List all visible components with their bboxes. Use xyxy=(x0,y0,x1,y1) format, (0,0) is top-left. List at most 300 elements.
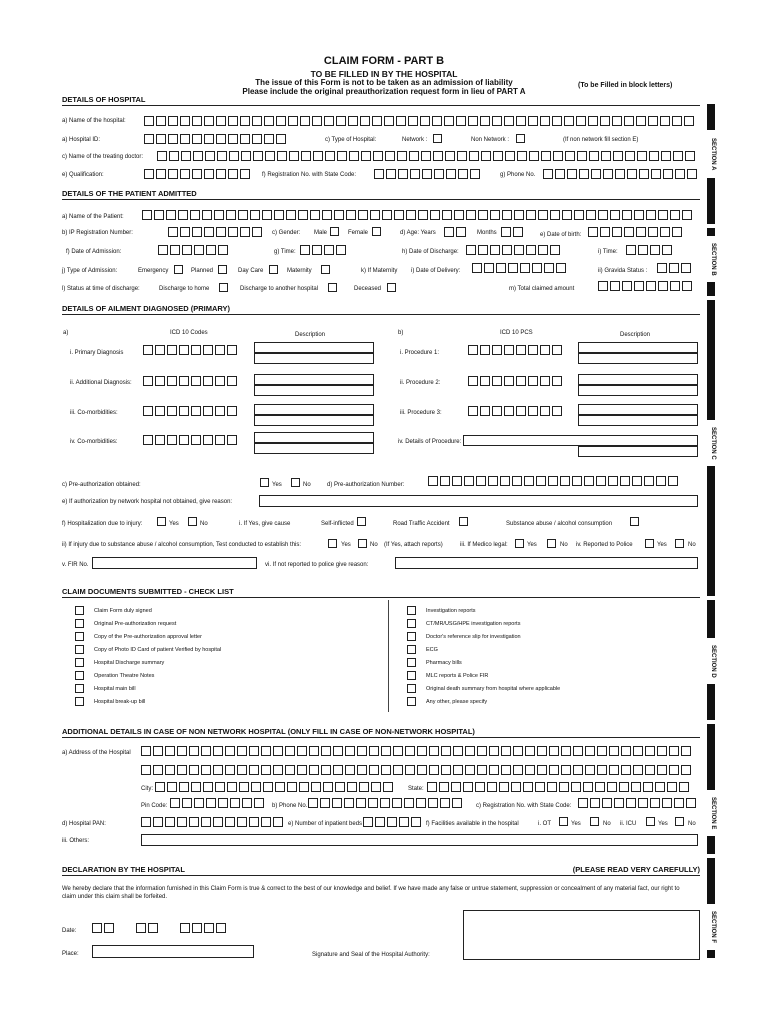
char-box[interactable] xyxy=(191,345,201,355)
reported-police-no-checkbox[interactable] xyxy=(675,539,684,548)
char-box[interactable] xyxy=(602,798,612,808)
char-box[interactable] xyxy=(484,263,494,273)
char-box[interactable] xyxy=(470,169,480,179)
char-box[interactable] xyxy=(508,263,518,273)
char-box[interactable] xyxy=(155,782,165,792)
char-box[interactable] xyxy=(638,798,648,808)
char-box[interactable] xyxy=(249,765,259,775)
char-box[interactable] xyxy=(201,746,211,756)
char-box[interactable] xyxy=(540,376,550,386)
char-box[interactable] xyxy=(136,923,146,933)
char-box[interactable] xyxy=(384,116,394,126)
procedure-2-desc-2[interactable] xyxy=(578,385,698,396)
medico-legal-no-checkbox[interactable] xyxy=(547,539,556,548)
char-box[interactable] xyxy=(345,746,355,756)
discharge-other-checkbox[interactable] xyxy=(328,283,337,292)
char-box[interactable] xyxy=(215,345,225,355)
char-box[interactable] xyxy=(240,116,250,126)
char-box[interactable] xyxy=(573,746,583,756)
char-box[interactable] xyxy=(373,151,383,161)
icu-yes-checkbox[interactable] xyxy=(646,817,655,826)
char-box[interactable] xyxy=(417,765,427,775)
char-box[interactable] xyxy=(650,798,660,808)
char-box[interactable] xyxy=(441,746,451,756)
char-box[interactable] xyxy=(313,151,323,161)
char-box[interactable] xyxy=(335,782,345,792)
char-box[interactable] xyxy=(298,210,308,220)
char-box[interactable] xyxy=(686,798,696,808)
char-box[interactable] xyxy=(622,281,632,291)
char-box[interactable] xyxy=(543,169,553,179)
char-box[interactable] xyxy=(646,281,656,291)
checklist-checkbox[interactable] xyxy=(407,684,416,693)
char-box[interactable] xyxy=(227,435,237,445)
char-box[interactable] xyxy=(225,746,235,756)
char-box[interactable] xyxy=(203,345,213,355)
char-box[interactable] xyxy=(492,376,502,386)
char-box[interactable] xyxy=(225,817,235,827)
planned-checkbox[interactable] xyxy=(218,265,227,274)
char-box[interactable] xyxy=(167,345,177,355)
char-box[interactable] xyxy=(156,134,166,144)
char-box[interactable] xyxy=(227,345,237,355)
char-box[interactable] xyxy=(168,169,178,179)
char-box[interactable] xyxy=(504,345,514,355)
city-boxes[interactable] xyxy=(155,782,395,792)
char-box[interactable] xyxy=(622,210,632,220)
char-box[interactable] xyxy=(299,782,309,792)
char-box[interactable] xyxy=(227,406,237,416)
char-box[interactable] xyxy=(203,782,213,792)
char-box[interactable] xyxy=(179,406,189,416)
char-box[interactable] xyxy=(633,746,643,756)
char-box[interactable] xyxy=(261,765,271,775)
char-box[interactable] xyxy=(621,746,631,756)
char-box[interactable] xyxy=(168,116,178,126)
others-field[interactable] xyxy=(141,834,698,846)
char-box[interactable] xyxy=(204,116,214,126)
char-box[interactable] xyxy=(573,765,583,775)
date-month-boxes[interactable] xyxy=(136,923,160,933)
char-box[interactable] xyxy=(287,782,297,792)
char-box[interactable] xyxy=(192,227,202,237)
char-box[interactable] xyxy=(405,746,415,756)
char-box[interactable] xyxy=(156,116,166,126)
char-box[interactable] xyxy=(385,151,395,161)
char-box[interactable] xyxy=(597,765,607,775)
char-box[interactable] xyxy=(168,227,178,237)
char-box[interactable] xyxy=(381,746,391,756)
char-box[interactable] xyxy=(349,151,359,161)
char-box[interactable] xyxy=(429,746,439,756)
char-box[interactable] xyxy=(406,210,416,220)
char-box[interactable] xyxy=(189,746,199,756)
male-checkbox[interactable] xyxy=(330,227,339,236)
char-box[interactable] xyxy=(144,169,154,179)
char-box[interactable] xyxy=(434,169,444,179)
char-box[interactable] xyxy=(452,798,462,808)
char-box[interactable] xyxy=(428,476,438,486)
char-box[interactable] xyxy=(681,765,691,775)
char-box[interactable] xyxy=(555,169,565,179)
char-box[interactable] xyxy=(516,376,526,386)
char-box[interactable] xyxy=(559,782,569,792)
char-box[interactable] xyxy=(240,134,250,144)
char-box[interactable] xyxy=(230,798,240,808)
char-box[interactable] xyxy=(237,765,247,775)
signature-seal-box[interactable] xyxy=(463,910,700,960)
char-box[interactable] xyxy=(393,765,403,775)
char-box[interactable] xyxy=(180,134,190,144)
char-box[interactable] xyxy=(170,245,180,255)
char-box[interactable] xyxy=(191,435,201,445)
char-box[interactable] xyxy=(404,798,414,808)
char-box[interactable] xyxy=(500,476,510,486)
char-box[interactable] xyxy=(168,134,178,144)
char-box[interactable] xyxy=(442,210,452,220)
char-box[interactable] xyxy=(682,210,692,220)
comorbidities-1-desc-1[interactable] xyxy=(254,404,374,415)
checklist-checkbox[interactable] xyxy=(75,658,84,667)
char-box[interactable] xyxy=(639,169,649,179)
icu-no-checkbox[interactable] xyxy=(675,817,684,826)
char-box[interactable] xyxy=(634,210,644,220)
char-box[interactable] xyxy=(624,227,634,237)
char-box[interactable] xyxy=(468,376,478,386)
char-box[interactable] xyxy=(240,227,250,237)
char-box[interactable] xyxy=(344,798,354,808)
char-box[interactable] xyxy=(383,782,393,792)
char-box[interactable] xyxy=(633,765,643,775)
char-box[interactable] xyxy=(475,782,485,792)
char-box[interactable] xyxy=(454,210,464,220)
char-box[interactable] xyxy=(206,798,216,808)
ot-yes-checkbox[interactable] xyxy=(559,817,568,826)
discharge-date-boxes[interactable] xyxy=(466,245,562,255)
char-box[interactable] xyxy=(218,798,228,808)
char-box[interactable] xyxy=(662,798,672,808)
char-box[interactable] xyxy=(177,746,187,756)
char-box[interactable] xyxy=(325,151,335,161)
char-box[interactable] xyxy=(672,227,682,237)
pin-code-boxes[interactable] xyxy=(170,798,266,808)
substance-test-no-checkbox[interactable] xyxy=(358,539,367,548)
char-box[interactable] xyxy=(142,210,152,220)
char-box[interactable] xyxy=(275,782,285,792)
char-box[interactable] xyxy=(621,765,631,775)
admission-date-boxes[interactable] xyxy=(158,245,230,255)
char-box[interactable] xyxy=(226,210,236,220)
char-box[interactable] xyxy=(610,281,620,291)
char-box[interactable] xyxy=(536,476,546,486)
char-box[interactable] xyxy=(613,151,623,161)
self-inflicted-checkbox[interactable] xyxy=(357,517,366,526)
char-box[interactable] xyxy=(663,169,673,179)
procedure-1-desc-1[interactable] xyxy=(578,342,698,353)
total-claimed-boxes[interactable] xyxy=(598,281,694,291)
char-box[interactable] xyxy=(552,345,562,355)
injury-yes-checkbox[interactable] xyxy=(157,517,166,526)
char-box[interactable] xyxy=(502,245,512,255)
char-box[interactable] xyxy=(668,476,678,486)
char-box[interactable] xyxy=(252,116,262,126)
char-box[interactable] xyxy=(535,782,545,792)
char-box[interactable] xyxy=(440,798,450,808)
char-box[interactable] xyxy=(409,151,419,161)
char-box[interactable] xyxy=(472,263,482,273)
char-box[interactable] xyxy=(178,210,188,220)
char-box[interactable] xyxy=(285,746,295,756)
char-box[interactable] xyxy=(465,746,475,756)
network-checkbox[interactable] xyxy=(433,134,442,143)
char-box[interactable] xyxy=(194,798,204,808)
date-year-boxes[interactable] xyxy=(180,923,228,933)
char-box[interactable] xyxy=(651,169,661,179)
char-box[interactable] xyxy=(144,116,154,126)
char-box[interactable] xyxy=(624,116,634,126)
char-box[interactable] xyxy=(143,435,153,445)
char-box[interactable] xyxy=(556,263,566,273)
preauth-number-boxes[interactable] xyxy=(428,476,680,486)
char-box[interactable] xyxy=(476,476,486,486)
char-box[interactable] xyxy=(167,435,177,445)
char-box[interactable] xyxy=(346,210,356,220)
char-box[interactable] xyxy=(369,746,379,756)
char-box[interactable] xyxy=(662,245,672,255)
char-box[interactable] xyxy=(526,210,536,220)
char-box[interactable] xyxy=(541,151,551,161)
char-box[interactable] xyxy=(334,210,344,220)
char-box[interactable] xyxy=(626,798,636,808)
char-box[interactable] xyxy=(612,227,622,237)
comorbidities-2-codes[interactable] xyxy=(143,435,239,445)
char-box[interactable] xyxy=(180,169,190,179)
char-box[interactable] xyxy=(549,746,559,756)
char-box[interactable] xyxy=(466,210,476,220)
char-box[interactable] xyxy=(636,116,646,126)
char-box[interactable] xyxy=(213,817,223,827)
checklist-checkbox[interactable] xyxy=(75,632,84,641)
char-box[interactable] xyxy=(263,782,273,792)
char-box[interactable] xyxy=(538,245,548,255)
char-box[interactable] xyxy=(361,151,371,161)
char-box[interactable] xyxy=(480,406,490,416)
char-box[interactable] xyxy=(661,151,671,161)
additional-diagnosis-desc-2[interactable] xyxy=(254,385,374,396)
char-box[interactable] xyxy=(229,151,239,161)
char-box[interactable] xyxy=(393,746,403,756)
char-box[interactable] xyxy=(489,765,499,775)
char-box[interactable] xyxy=(648,116,658,126)
delivery-date-boxes[interactable] xyxy=(472,263,568,273)
char-box[interactable] xyxy=(237,746,247,756)
char-box[interactable] xyxy=(445,151,455,161)
char-box[interactable] xyxy=(148,923,158,933)
char-box[interactable] xyxy=(398,169,408,179)
qualification-boxes[interactable] xyxy=(144,169,252,179)
primary-diagnosis-desc-1[interactable] xyxy=(254,342,374,353)
ip-registration-boxes[interactable] xyxy=(168,227,264,237)
admission-time-boxes[interactable] xyxy=(300,245,348,255)
char-box[interactable] xyxy=(165,746,175,756)
char-box[interactable] xyxy=(583,782,593,792)
char-box[interactable] xyxy=(323,782,333,792)
char-box[interactable] xyxy=(182,245,192,255)
char-box[interactable] xyxy=(181,151,191,161)
char-box[interactable] xyxy=(597,746,607,756)
char-box[interactable] xyxy=(468,345,478,355)
checklist-checkbox[interactable] xyxy=(407,671,416,680)
char-box[interactable] xyxy=(646,210,656,220)
char-box[interactable] xyxy=(309,746,319,756)
char-box[interactable] xyxy=(468,406,478,416)
non-network-checkbox[interactable] xyxy=(516,134,525,143)
checklist-checkbox[interactable] xyxy=(407,658,416,667)
char-box[interactable] xyxy=(523,782,533,792)
char-box[interactable] xyxy=(565,151,575,161)
additional-diagnosis-codes[interactable] xyxy=(143,376,239,386)
char-box[interactable] xyxy=(336,116,346,126)
char-box[interactable] xyxy=(544,263,554,273)
char-box[interactable] xyxy=(601,151,611,161)
char-box[interactable] xyxy=(141,817,151,827)
char-box[interactable] xyxy=(444,227,454,237)
char-box[interactable] xyxy=(250,210,260,220)
char-box[interactable] xyxy=(345,765,355,775)
char-box[interactable] xyxy=(300,245,310,255)
char-box[interactable] xyxy=(228,169,238,179)
char-box[interactable] xyxy=(658,210,668,220)
char-box[interactable] xyxy=(180,116,190,126)
procedure-1-desc-2[interactable] xyxy=(578,353,698,364)
inpatient-beds-boxes[interactable] xyxy=(363,817,423,827)
char-box[interactable] xyxy=(657,746,667,756)
char-box[interactable] xyxy=(205,151,215,161)
char-box[interactable] xyxy=(428,798,438,808)
char-box[interactable] xyxy=(203,406,213,416)
char-box[interactable] xyxy=(309,765,319,775)
char-box[interactable] xyxy=(466,245,476,255)
checklist-checkbox[interactable] xyxy=(75,684,84,693)
char-box[interactable] xyxy=(607,782,617,792)
procedure-1-codes[interactable] xyxy=(468,345,564,355)
char-box[interactable] xyxy=(667,782,677,792)
char-box[interactable] xyxy=(648,227,658,237)
char-box[interactable] xyxy=(632,476,642,486)
char-box[interactable] xyxy=(421,151,431,161)
char-box[interactable] xyxy=(612,116,622,126)
char-box[interactable] xyxy=(626,245,636,255)
char-box[interactable] xyxy=(501,227,511,237)
age-months-boxes[interactable] xyxy=(501,227,525,237)
char-box[interactable] xyxy=(251,782,261,792)
char-box[interactable] xyxy=(512,476,522,486)
char-box[interactable] xyxy=(487,782,497,792)
char-box[interactable] xyxy=(636,227,646,237)
char-box[interactable] xyxy=(204,134,214,144)
checklist-checkbox[interactable] xyxy=(75,671,84,680)
char-box[interactable] xyxy=(493,151,503,161)
char-box[interactable] xyxy=(589,151,599,161)
char-box[interactable] xyxy=(337,151,347,161)
char-box[interactable] xyxy=(252,227,262,237)
char-box[interactable] xyxy=(478,245,488,255)
procedure-3-desc-2[interactable] xyxy=(578,415,698,426)
char-box[interactable] xyxy=(579,169,589,179)
char-box[interactable] xyxy=(525,746,535,756)
char-box[interactable] xyxy=(561,746,571,756)
char-box[interactable] xyxy=(227,782,237,792)
char-box[interactable] xyxy=(276,134,286,144)
char-box[interactable] xyxy=(516,406,526,416)
char-box[interactable] xyxy=(502,210,512,220)
char-box[interactable] xyxy=(177,765,187,775)
char-box[interactable] xyxy=(673,151,683,161)
char-box[interactable] xyxy=(158,245,168,255)
char-box[interactable] xyxy=(182,798,192,808)
not-reported-reason-field[interactable] xyxy=(395,557,698,569)
char-box[interactable] xyxy=(672,116,682,126)
maternity-checkbox[interactable] xyxy=(321,265,330,274)
char-box[interactable] xyxy=(289,151,299,161)
char-box[interactable] xyxy=(480,345,490,355)
char-box[interactable] xyxy=(540,345,550,355)
char-box[interactable] xyxy=(194,245,204,255)
char-box[interactable] xyxy=(446,169,456,179)
char-box[interactable] xyxy=(253,151,263,161)
char-box[interactable] xyxy=(552,116,562,126)
checklist-checkbox[interactable] xyxy=(407,697,416,706)
char-box[interactable] xyxy=(332,798,342,808)
char-box[interactable] xyxy=(660,227,670,237)
char-box[interactable] xyxy=(638,245,648,255)
char-box[interactable] xyxy=(408,116,418,126)
char-box[interactable] xyxy=(241,151,251,161)
char-box[interactable] xyxy=(420,116,430,126)
char-box[interactable] xyxy=(336,245,346,255)
char-box[interactable] xyxy=(141,765,151,775)
char-box[interactable] xyxy=(165,765,175,775)
char-box[interactable] xyxy=(217,151,227,161)
char-box[interactable] xyxy=(153,746,163,756)
char-box[interactable] xyxy=(520,263,530,273)
char-box[interactable] xyxy=(637,151,647,161)
char-box[interactable] xyxy=(524,476,534,486)
char-box[interactable] xyxy=(359,782,369,792)
checklist-checkbox[interactable] xyxy=(407,645,416,654)
female-checkbox[interactable] xyxy=(372,227,381,236)
phone-boxes[interactable] xyxy=(543,169,699,179)
char-box[interactable] xyxy=(360,116,370,126)
char-box[interactable] xyxy=(660,116,670,126)
char-box[interactable] xyxy=(598,281,608,291)
char-box[interactable] xyxy=(227,376,237,386)
char-box[interactable] xyxy=(537,746,547,756)
char-box[interactable] xyxy=(480,376,490,386)
char-box[interactable] xyxy=(552,376,562,386)
char-box[interactable] xyxy=(405,765,415,775)
char-box[interactable] xyxy=(155,435,165,445)
char-box[interactable] xyxy=(441,765,451,775)
char-box[interactable] xyxy=(179,376,189,386)
char-box[interactable] xyxy=(242,798,252,808)
char-box[interactable] xyxy=(687,169,697,179)
char-box[interactable] xyxy=(528,376,538,386)
char-box[interactable] xyxy=(552,406,562,416)
char-box[interactable] xyxy=(588,227,598,237)
procedure-details-2[interactable] xyxy=(578,446,698,457)
checklist-checkbox[interactable] xyxy=(75,645,84,654)
